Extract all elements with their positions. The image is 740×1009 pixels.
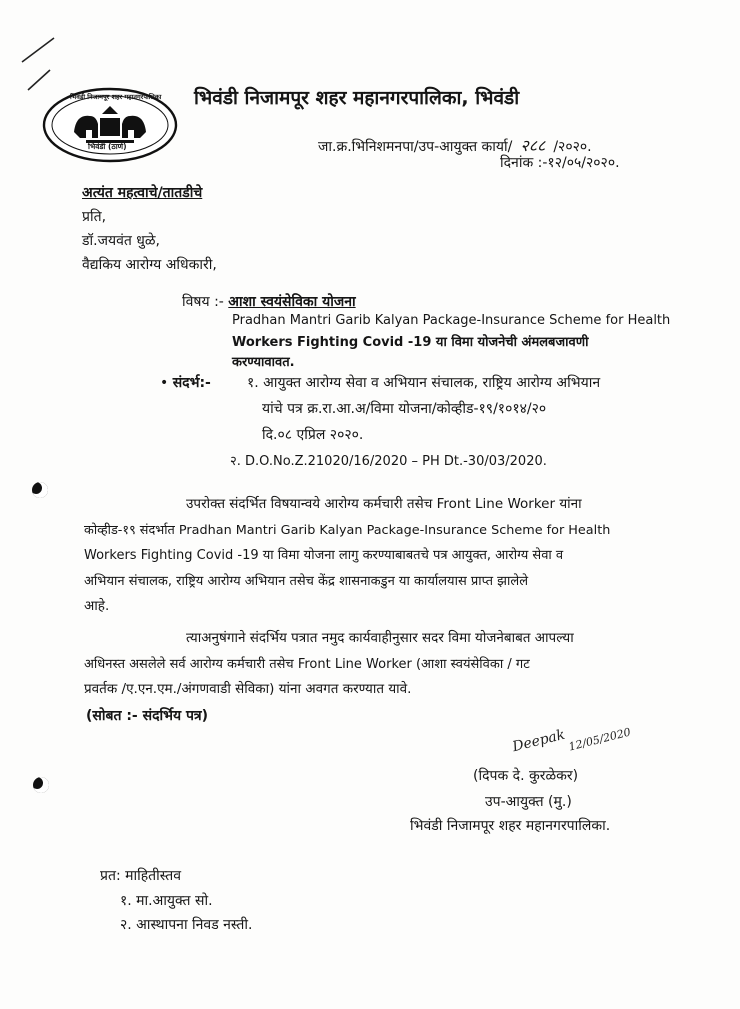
- paragraph-2-line: त्याअनुषंगाने संदर्भिय पत्रात नमुद कार्यवाहीनुसार सदर विमा योजनेबाबत आपल्या: [186, 630, 574, 646]
- enclosure: (सोबत :- संदर्भिय पत्र): [86, 708, 209, 724]
- subject-line-3: Workers Fighting Covid -19 या विमा योजनेची अंमलबजावणी: [232, 335, 589, 350]
- signatory-designation: उप-आयुक्त (मु.): [485, 794, 572, 810]
- paragraph-2-line: प्रवर्तक /ए.एन.एम./अंगणवाडी सेविका) यांना अवगत करण्यात यावे.: [84, 681, 412, 698]
- ref-handwritten-number: २८८: [520, 136, 546, 155]
- copy-to-item: १. मा.आयुक्त सो.: [120, 893, 213, 909]
- municipal-emblem: [40, 86, 180, 164]
- emblem-text-bottom: भिवंडी (ठाणे): [88, 142, 127, 151]
- subject-line: [182, 292, 356, 311]
- paragraph-1-line: अभियान संचालक, राष्ट्रिय आरोग्य अभियान तसेच केंद्र शासनाकडुन या कार्यालयास प्राप्त झालेले: [84, 573, 529, 589]
- paragraph-1-line: आहे.: [84, 598, 110, 615]
- body-paragraph-1: [84, 492, 644, 620]
- reference-1-line-3: दि.०८ एप्रिल २०२०.: [262, 427, 364, 443]
- paragraph-1-line: कोव्हीड-१९ संदर्भात Pradhan Mantri Garib Kalyan Package-Insurance Scheme for Health: [84, 522, 611, 538]
- subject-title: आशा स्वयंसेविका योजना: [228, 294, 356, 310]
- copy-to-label: प्रत: माहितीस्तव: [100, 868, 181, 884]
- recipient-designation: वैद्यकिय आरोग्य अधिकारी,: [82, 257, 217, 273]
- emblem-text-top: भिवंडी निजामपूर शहर महानगरपालिका: [70, 93, 162, 101]
- references-label: संदर्भ:-: [172, 375, 211, 391]
- handwritten-signature: Deepak: [510, 726, 567, 756]
- reference-bullet: •: [160, 375, 169, 391]
- reference-1-line-2: यांचे पत्र क्र.रा.आ.अ/विमा योजना/कोव्हीड-१९/१०१४/२०: [262, 401, 547, 417]
- reference-1-line-1: १. आयुक्त आरोग्य सेवा व अभियान संचालक, राष्ट्रिय आरोग्य अभियान: [247, 375, 601, 391]
- punch-hole: [33, 777, 49, 793]
- org-name: भिवंडी निजामपूर शहर महानगरपालिका, भिवंडी: [194, 87, 520, 109]
- body-paragraph-2: [84, 626, 644, 703]
- letter-date: दिनांक :-१२/०५/२०२०.: [500, 155, 620, 171]
- subject-line-4: करण्यावावत.: [232, 355, 295, 370]
- reference-2: २. D.O.No.Z.21020/16/2020 – PH Dt.-30/03/2020.: [230, 454, 547, 469]
- priority-heading: अत्यंत महत्वाचे/तातडीचे: [82, 185, 203, 201]
- recipient-name: डॉ.जयवंत धुळे,: [82, 233, 160, 249]
- ref-year: /२०२०.: [553, 139, 592, 155]
- ref-prefix: जा.क्र.भिनिशमनपा/उप-आयुक्त कार्या/: [318, 139, 513, 155]
- recipient-prati: प्रति,: [82, 209, 107, 225]
- punch-hole: [32, 482, 48, 498]
- signatory-organization: भिवंडी निजामपूर शहर महानगरपालिका.: [410, 818, 611, 834]
- copy-to-item: २. आस्थापना निवड नस्ती.: [120, 917, 253, 933]
- signatory-name: (दिपक दे. कुरळेकर): [473, 768, 579, 784]
- subject-label: विषय :-: [182, 294, 224, 310]
- handwritten-sign-date: 12/05/2020: [567, 725, 633, 754]
- references-heading: [160, 373, 211, 392]
- subject-line-2: Pradhan Mantri Garib Kalyan Package-Insurance Scheme for Health: [232, 313, 671, 328]
- paragraph-1-line: उपरोक्त संदर्भित विषयान्वये आरोग्य कर्मचारी तसेच Front Line Worker यांना: [186, 496, 582, 512]
- paragraph-1-line: Workers Fighting Covid -19 या विमा योजना लागु करण्याबाबतचे पत्र आयुक्त, आरोग्य सेवा व: [84, 548, 564, 564]
- paragraph-2-line: अधिनस्त असलेले सर्व आरोग्य कर्मचारी तसेच Front Line Worker (आशा स्वयंसेविका / गट: [84, 656, 530, 672]
